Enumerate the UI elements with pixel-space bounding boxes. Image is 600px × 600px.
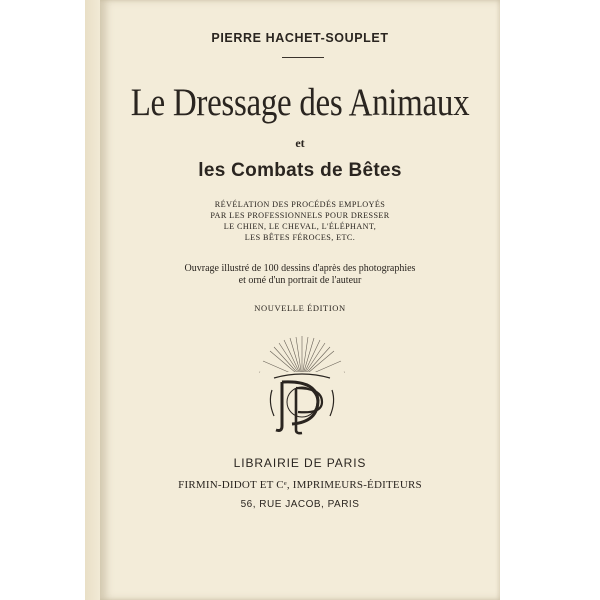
revelation-line: PAR LES PROFESSIONNELS POUR DRESSER [210, 211, 390, 220]
illustration-line: et orné d'un portrait de l'auteur [238, 275, 362, 286]
book-subtitle: les Combats de Bêtes [198, 160, 402, 181]
illustration-line: Ouvrage illustré de 100 dessins d'après des photographies [184, 263, 416, 274]
author-name: PIERRE HACHET-SOUPLET [211, 31, 389, 45]
title-conjunction: et [295, 136, 305, 150]
book-title: Le Dressage des Animaux [130, 82, 470, 125]
edition-label: NOUVELLE ÉDITION [254, 303, 346, 313]
publisher-monogram-icon [252, 330, 352, 435]
illustration-note [100, 263, 500, 287]
revelation-line: LES BÊTES FÉROCES, ETC. [244, 233, 356, 242]
printers-line: FIRMIN-DIDOT ET Cᵉ, IMPRIMEURS-ÉDITEURS [178, 479, 422, 491]
publisher-address: 56, RUE JACOB, PARIS [240, 499, 360, 510]
title-page [100, 0, 500, 600]
publisher-name: LIBRAIRIE DE PARIS [233, 456, 367, 470]
revelation-block [100, 199, 500, 243]
revelation-line: RÉVÉLATION DES PROCÉDÉS EMPLOYÉS [214, 200, 386, 209]
revelation-line: LE CHIEN, LE CHEVAL, L'ÉLÉPHANT, [223, 222, 377, 231]
author-divider [282, 57, 324, 58]
